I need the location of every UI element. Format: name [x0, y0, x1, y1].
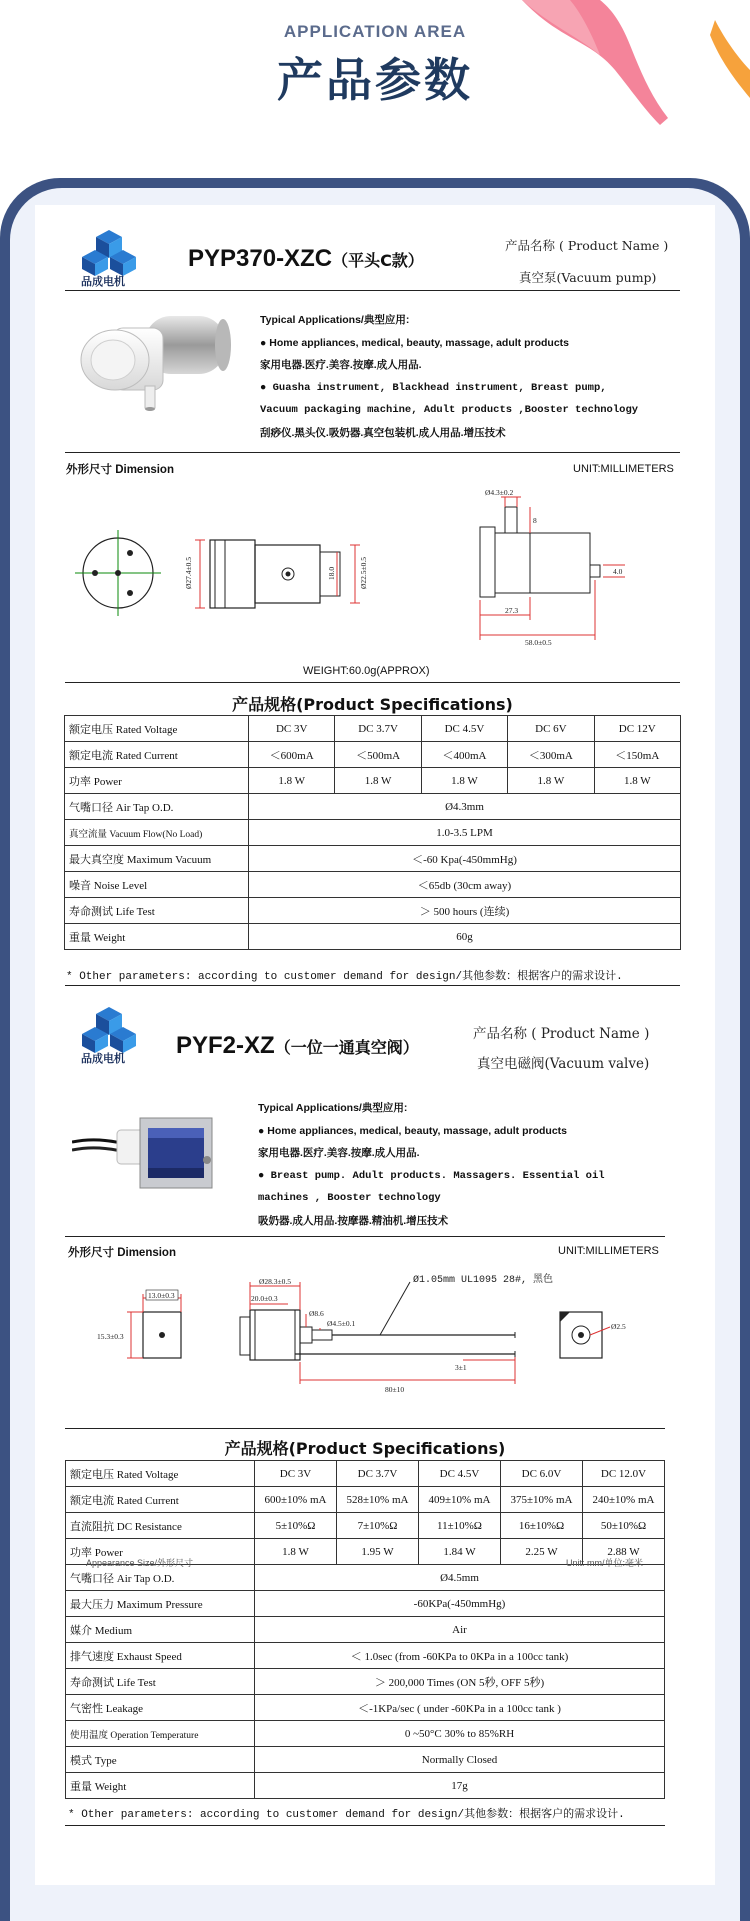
spec-label: 直流阻抗 DC Resistance: [66, 1513, 255, 1539]
spec-label: 最大真空度 Maximum Vacuum: [65, 846, 249, 872]
product1-weight-rule: [65, 682, 680, 683]
product2-apps-line1: ● Home appliances, medical, beauty, massage, adult products: [258, 1124, 567, 1137]
spec-cell: ＜500mA: [335, 742, 421, 768]
spec-label: 功率 Power: [65, 768, 249, 794]
spec-label: 最大压力 Maximum Pressure: [66, 1591, 255, 1617]
spec-label: 功率 Power: [66, 1539, 255, 1565]
product2-note: * Other parameters: according to customer demand for design/其他参数：根据客户的需求设计.: [68, 1809, 625, 1821]
spec-cell: 409±10% mA: [419, 1487, 501, 1513]
product1-name-label: 产品名称 ( Product Name ): [505, 238, 669, 253]
dim-p1-d3: 58.0±0.5: [525, 638, 552, 647]
product2-model-name: PYF2-XZ: [176, 1032, 275, 1059]
spec-label: 重量 Weight: [66, 1773, 255, 1799]
spec-cell: 1.0-3.5 LPM: [249, 820, 681, 846]
table-row: [65, 846, 681, 872]
spec-label: 寿命测试 Life Test: [66, 1669, 255, 1695]
spec-cell: DC 3.7V: [337, 1461, 419, 1487]
spec-cell: DC 4.5V: [421, 716, 507, 742]
product2-dimension-rule: [65, 1236, 665, 1237]
dim-p2-d7: Ø1.05mm UL1095 28#, 黑色: [413, 1275, 554, 1286]
table-row: [65, 794, 681, 820]
table-row: [65, 924, 681, 950]
product2-apps-line3: ● Breast pump. Adult products. Massagers. Essential oil: [258, 1169, 605, 1182]
spec-cell: DC 3V: [249, 716, 335, 742]
spec-cell: ＜ 1.0sec (from -60KPa to 0KPa in a 100cc tank): [255, 1643, 665, 1669]
product1-apps-line1: ● Home appliances, medical, beauty, massage, adult products: [260, 336, 569, 349]
spec-label: 额定电流 Rated Current: [65, 742, 249, 768]
product2-name-value: 真空电磁阀(Vacuum valve): [477, 1056, 650, 1072]
spec-cell: DC 6V: [508, 716, 594, 742]
product1-unit: UNIT:MILLIMETERS: [573, 463, 674, 475]
product2-apps-line2: 家用电器.医疗.美容.按摩.成人用品.: [258, 1147, 420, 1159]
spec-cell: ＜-60 Kpa(-450mmHg): [249, 846, 681, 872]
product1-spec-title: 产品规格(Product Specifications): [232, 695, 513, 714]
spec-cell: Ø4.3mm: [249, 794, 681, 820]
dim-p1-d5: Ø27.4±0.5: [184, 556, 193, 589]
spec-cell: Ø4.5mm: [255, 1565, 665, 1591]
product1-spec-table: [64, 715, 681, 950]
vacuum-pump-photo: [75, 310, 235, 420]
spec-cell: 50±10%Ω: [583, 1513, 665, 1539]
table-row: [65, 742, 681, 768]
spec-label: 气嘴口径 Air Tap O.D.: [66, 1565, 255, 1591]
dim-p2-d8: 3±1: [455, 1363, 467, 1372]
dim-p2-d3: Ø28.3±0.5: [259, 1277, 292, 1286]
dim-p2-d1: 13.0±0.3: [148, 1291, 175, 1300]
header-subtitle: APPLICATION AREA: [283, 22, 467, 41]
table-row: [66, 1617, 665, 1643]
product1-note: * Other parameters: according to customer demand for design/其他参数：根据客户的需求设计.: [66, 971, 623, 983]
spec-cell: ＜-1KPa/sec ( under -60KPa in a 100cc tank ): [255, 1695, 665, 1721]
spec-cell: 0 ~50°C 30% to 85%RH: [255, 1721, 665, 1747]
unit-overlay: Unit: mm/单位:毫米: [566, 1558, 644, 1568]
spec-cell: DC 3.7V: [335, 716, 421, 742]
spec-cell: DC 4.5V: [419, 1461, 501, 1487]
vacuum-valve-photo: [72, 1110, 222, 1200]
spec-cell: ＜600mA: [249, 742, 335, 768]
spec-label: 真空流量 Vacuum Flow(No Load): [65, 820, 249, 846]
table-row: [66, 1591, 665, 1617]
product1-apps-title: Typical Applications/典型应用:: [260, 314, 410, 326]
product1-model: [188, 245, 424, 273]
product1-dimension-title: 外形尺寸 Dimension: [66, 464, 174, 476]
table-row: [66, 1487, 665, 1513]
spec-cell: DC 3V: [255, 1461, 337, 1487]
product2-model: [176, 1032, 419, 1060]
dim-p1-d1: Ø4.3±0.2: [485, 488, 514, 497]
product1-applications: [260, 309, 638, 444]
spec-cell: ＜65db (30cm away): [249, 872, 681, 898]
spec-cell: 375±10% mA: [501, 1487, 583, 1513]
spec-label: 气密性 Leakage: [66, 1695, 255, 1721]
spec-label: 媒介 Medium: [66, 1617, 255, 1643]
product1-apps-line3: ● Guasha instrument, Blackhead instrument, Breast pump,: [260, 381, 607, 394]
product2-drawing-rule: [65, 1428, 665, 1429]
spec-cell: 16±10%Ω: [501, 1513, 583, 1539]
product1-apps-line5: 刮痧仪.黑头仪.吸奶器.真空包装机.成人用品.增压技术: [260, 426, 506, 439]
product2-apps-line4: machines , Booster technology: [258, 1192, 441, 1204]
spec-cell: ＞ 500 hours (连续): [249, 898, 681, 924]
product1-note-rule: [65, 985, 680, 986]
spec-cell: 1.8 W: [594, 768, 680, 794]
company-logo-text: 品成电机: [81, 275, 125, 288]
product2-spec-title: 产品规格(Product Specifications): [224, 1439, 506, 1458]
table-row: [65, 820, 681, 846]
spec-cell: 7±10%Ω: [337, 1513, 419, 1539]
dim-p2-d4: 20.0±0.3: [251, 1294, 278, 1303]
product1-apps-line4: Vacuum packaging machine, Adult products ,Booster technology: [260, 404, 639, 416]
spec-cell: Air: [255, 1617, 665, 1643]
spec-cell: DC 6.0V: [501, 1461, 583, 1487]
spec-cell: DC 12V: [594, 716, 680, 742]
product1-dimension-drawing: [75, 485, 675, 665]
spec-label: 噪音 Noise Level: [65, 872, 249, 898]
spec-cell: 11±10%Ω: [419, 1513, 501, 1539]
table-row: [65, 768, 681, 794]
table-row: [66, 1695, 665, 1721]
spec-cell: 1.8 W: [335, 768, 421, 794]
spec-cell: 1.8 W: [508, 768, 594, 794]
spec-cell: ＜400mA: [421, 742, 507, 768]
spec-cell: 1.95 W: [337, 1539, 419, 1565]
product1-header-rule: [65, 290, 680, 291]
spec-cell: 1.8 W: [255, 1539, 337, 1565]
dim-p1-d7: Ø22.5±0.5: [359, 556, 368, 589]
product1-variant: （平头C款）: [332, 251, 424, 270]
table-row: [66, 1721, 665, 1747]
spec-cell: 528±10% mA: [337, 1487, 419, 1513]
spec-cell: 1.8 W: [249, 768, 335, 794]
product2-spec-table: [65, 1460, 665, 1799]
spec-cell: ＞ 200,000 Times (ON 5秒, OFF 5秒): [255, 1669, 665, 1695]
dim-p2-d10: Ø2.5: [611, 1322, 626, 1331]
product2-dimension-title: 外形尺寸 Dimension: [68, 1247, 176, 1259]
spec-label: 气嘴口径 Air Tap O.D.: [65, 794, 249, 820]
spec-cell: 1.8 W: [421, 768, 507, 794]
spec-cell: 1.84 W: [419, 1539, 501, 1565]
company-logo-text: 品成电机: [81, 1052, 125, 1065]
product1-dimension-rule: [65, 452, 680, 453]
spec-cell: ＜150mA: [594, 742, 680, 768]
dim-p1-d6: 18.0: [327, 566, 336, 580]
table-row: [66, 1461, 665, 1487]
dim-p1-d4: 4.0: [613, 567, 623, 576]
spec-label: 模式 Type: [66, 1747, 255, 1773]
product2-note-rule: [65, 1825, 665, 1826]
table-row: [66, 1643, 665, 1669]
spec-label: 额定电压 Rated Voltage: [66, 1461, 255, 1487]
table-row: [66, 1513, 665, 1539]
dim-p1-d2: 27.3: [505, 606, 519, 615]
spec-cell: Normally Closed: [255, 1747, 665, 1773]
product2-unit: UNIT:MILLIMETERS: [558, 1245, 659, 1257]
table-row: [66, 1669, 665, 1695]
spec-cell: -60KPa(-450mmHg): [255, 1591, 665, 1617]
spec-label: 重量 Weight: [65, 924, 249, 950]
table-row: [66, 1747, 665, 1773]
appearance-size-overlay: Appearance Size/外形尺寸: [86, 1558, 194, 1568]
spec-cell: 17g: [255, 1773, 665, 1799]
spec-label: 使用温度 Operation Temperature: [66, 1721, 255, 1747]
spec-cell: 2.88 W: [583, 1539, 665, 1565]
dim-p2-d9: 80±10: [385, 1385, 405, 1394]
dim-p1-d8: 8: [533, 516, 537, 525]
spec-label: 寿命测试 Life Test: [65, 898, 249, 924]
spec-label: 额定电压 Rated Voltage: [65, 716, 249, 742]
product1-apps-line2: 家用电器.医疗.美容.按摩.成人用品.: [260, 359, 422, 371]
spec-label: 额定电流 Rated Current: [66, 1487, 255, 1513]
product1-weight: WEIGHT:60.0g(APPROX): [303, 665, 430, 677]
spec-cell: 600±10% mA: [255, 1487, 337, 1513]
table-row: [65, 898, 681, 924]
spec-cell: 240±10% mA: [583, 1487, 665, 1513]
product1-name-value: 真空泵(Vacuum pump): [519, 270, 657, 285]
product2-dimension-drawing: [95, 1272, 675, 1402]
product1-model-name: PYP370-XZC: [188, 245, 333, 272]
spec-cell: 5±10%Ω: [255, 1513, 337, 1539]
spec-cell: 2.25 W: [501, 1539, 583, 1565]
page-title: 产品参数: [277, 53, 473, 107]
product2-apps-title: Typical Applications/典型应用:: [258, 1102, 408, 1114]
dim-p2-d5: Ø8.6: [309, 1309, 324, 1318]
spec-cell: 60g: [249, 924, 681, 950]
spec-cell: DC 12.0V: [583, 1461, 665, 1487]
product2-apps-line5: 吸奶器.成人用品.按摩器.精油机.增压技术: [258, 1214, 449, 1227]
table-row: [66, 1773, 665, 1799]
dim-p2-d6: Ø4.5±0.1: [327, 1319, 356, 1328]
dim-p2-d2: 15.3±0.3: [97, 1332, 124, 1341]
product2-variant: （一位一通真空阀）: [274, 1038, 419, 1057]
spec-cell: ＜300mA: [508, 742, 594, 768]
table-row: [65, 872, 681, 898]
spec-label: 排气速度 Exhaust Speed: [66, 1643, 255, 1669]
product2-applications: [258, 1097, 605, 1232]
table-row: [65, 716, 681, 742]
product2-name-label: 产品名称 ( Product Name ): [473, 1026, 650, 1042]
